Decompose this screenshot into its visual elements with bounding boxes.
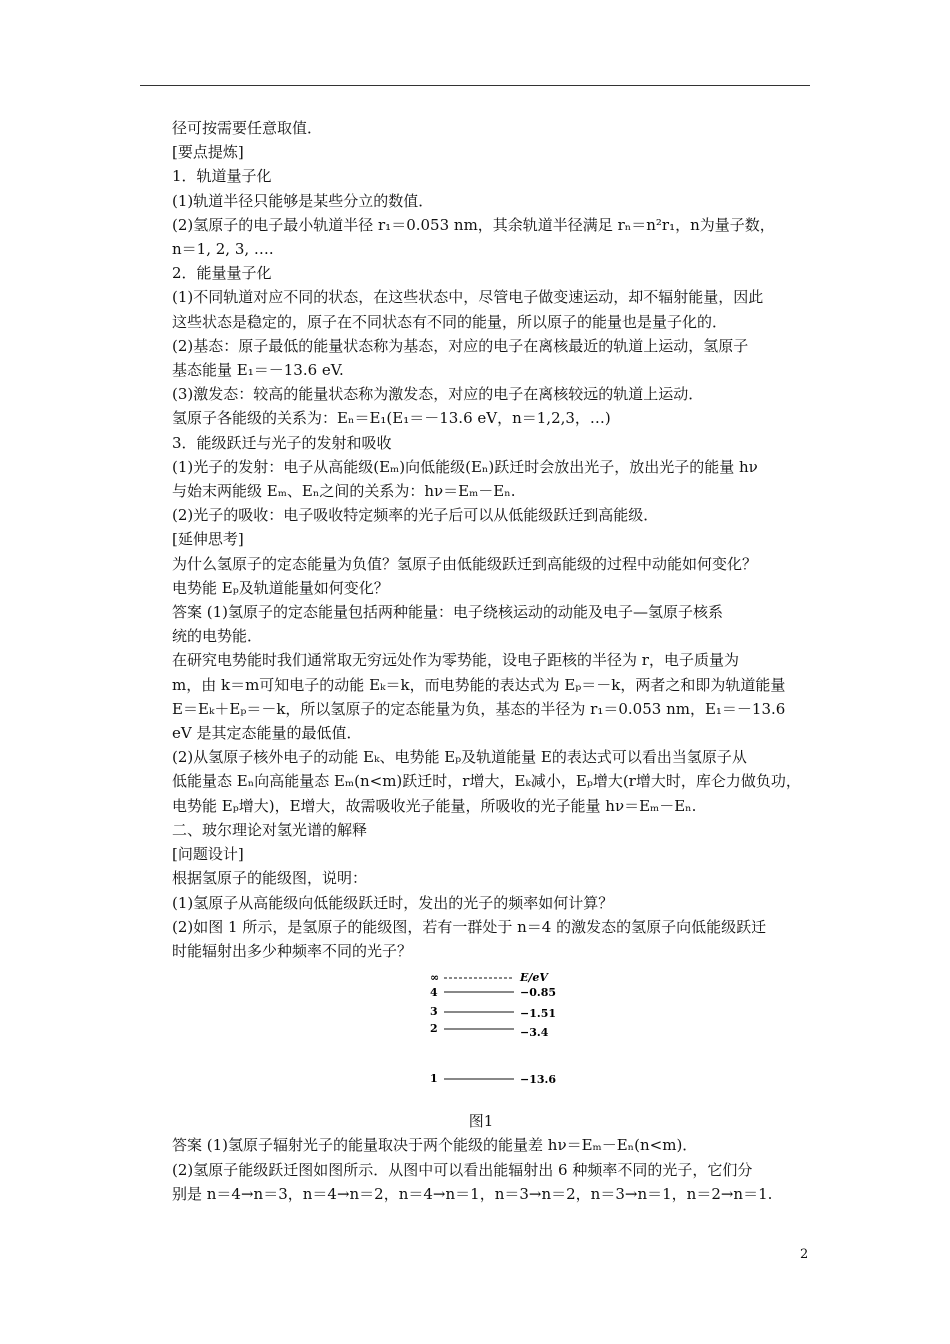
level-label-3: 3 bbox=[430, 1005, 438, 1019]
page-content bbox=[172, 116, 820, 1206]
energy-level-svg bbox=[422, 969, 582, 1087]
section-heading: [要点提炼] bbox=[172, 143, 244, 162]
text-line: 在研究电势能时我们通常取无穷远处作为零势能，设电子距核的半径为 r，电子质量为 bbox=[172, 651, 739, 670]
text-line: (1)光子的发射：电子从高能级(Eₘ)向低能级(Eₙ)跃迁时会放出光子，放出光子的能量 hν bbox=[172, 457, 758, 476]
level-energy-3: −1.51 bbox=[520, 1007, 557, 1021]
text-line: 径可按需要任意取值． bbox=[172, 119, 323, 137]
section-heading: 二、玻尔理论对氢光谱的解释 bbox=[172, 820, 368, 839]
section-heading: [问题设计] bbox=[172, 845, 244, 864]
text-line: (1)不同轨道对应不同的状态，在这些状态中，尽管电子做变速运动，却不辐射能量，因此 bbox=[172, 288, 764, 307]
section-heading: [延伸思考] bbox=[172, 530, 244, 549]
text-line: (2)如图 1 所示，是氢原子的能级图，若有一群处于 n＝4 的激发态的氢原子向低能级跃迁 bbox=[172, 917, 767, 936]
text-line: 时能辐射出多少种频率不同的光子？ bbox=[172, 941, 413, 960]
answer-line: (2)氢原子能级跃迁图如图所示．从图中可以看出能辐射出 6 种频率不同的光子，它们分 bbox=[172, 1160, 753, 1179]
energy-level-diagram bbox=[172, 969, 820, 1109]
text-line: 统的电势能． bbox=[172, 627, 263, 646]
text-line: (1)氢原子从高能级向低能级跃迁时，发出的光子的频率如何计算？ bbox=[172, 893, 614, 912]
energy-axis-label: E/eV bbox=[520, 971, 548, 985]
text-line: eV 是其定态能量的最低值． bbox=[172, 724, 362, 743]
text-line: 基态能量 E₁＝－13.6 eV. bbox=[172, 361, 344, 380]
page-number: 2 bbox=[800, 1247, 809, 1262]
text-line: (2)基态：原子最低的能量状态称为基态，对应的电子在离核最近的轨道上运动，氢原子 bbox=[172, 336, 749, 355]
header-rule bbox=[140, 85, 810, 86]
level-energy-1: −13.6 bbox=[520, 1073, 557, 1087]
section-heading: 3．能级跃迁与光子的发射和吸收 bbox=[172, 433, 392, 452]
level-label-1: 1 bbox=[430, 1072, 438, 1086]
answer-line: 别是 n＝4→n＝3，n＝4→n＝2，n＝4→n＝1，n＝3→n＝2，n＝3→n＝1，n＝2→n＝1. bbox=[172, 1184, 773, 1203]
text-line: (2)光子的吸收：电子吸收特定频率的光子后可以从低能级跃迁到高能级． bbox=[172, 506, 659, 525]
text-line: (2)氢原子的电子最小轨道半径 r₁＝0.053 nm，其余轨道半径满足 rₙ＝n²r₁，n为量子数， bbox=[172, 215, 775, 234]
answer-line: 答案 (1)氢原子辐射光子的能量取决于两个能级的能量差 hν＝Eₘ－Eₙ(n<m)． bbox=[172, 1136, 698, 1155]
text-line: 为什么氢原子的定态能量为负值？氢原子由低能级跃迁到高能级的过程中动能如何变化？ bbox=[172, 554, 758, 573]
text-line: 这些状态是稳定的，原子在不同状态有不同的能量，所以原子的能量也是量子化的． bbox=[172, 312, 728, 331]
figure-caption: 图1 bbox=[468, 1112, 494, 1131]
text-line: 答案 (1)氢原子的定态能量包括两种能量：电子绕核运动的动能及电子—氢原子核系 bbox=[172, 603, 724, 622]
text-line: E＝Eₖ＋Eₚ＝－k，所以氢原子的定态能量为负，基态的半径为 r₁＝0.053 nm，E₁＝－13.6 bbox=[172, 699, 786, 718]
section-heading: 2．能量量子化 bbox=[172, 264, 272, 283]
level-label-2: 2 bbox=[430, 1022, 438, 1036]
text-line: 低能量态 Eₙ向高能量态 Eₘ(n<m)跃迁时，r增大，Eₖ减小，Eₚ增大(r增大时，库仑力做负功， bbox=[172, 772, 801, 791]
text-line: 电势能 Eₚ及轨道能量如何变化？ bbox=[172, 578, 389, 597]
text-line: m，由 k＝m可知电子的动能 Eₖ＝k，而电势能的表达式为 Eₚ＝－k，两者之和即为轨道能量 bbox=[172, 675, 786, 694]
text-line: 与始末两能级 Eₘ、Eₙ之间的关系为：hν＝Eₘ－Eₙ. bbox=[172, 482, 516, 501]
section-heading: 1．轨道量子化 bbox=[172, 167, 272, 186]
text-line: (2)从氢原子核外电子的动能 Eₖ、电势能 Eₚ及轨道能量 E的表达式可以看出当氢原子从 bbox=[172, 748, 747, 767]
level-energy-2: −3.4 bbox=[520, 1026, 549, 1040]
text-line: 根据氢原子的能级图，说明： bbox=[172, 869, 368, 888]
text-line: (3)激发态：较高的能量状态称为激发态，对应的电子在离核较远的轨道上运动． bbox=[172, 385, 704, 404]
level-energy-4: −0.85 bbox=[520, 986, 557, 1000]
text-line: 电势能 Eₚ增大)，E增大，故需吸收光子能量，所吸收的光子能量 hν＝Eₘ－Eₙ. bbox=[172, 796, 697, 815]
text-line: (1)轨道半径只能够是某些分立的数值． bbox=[172, 191, 434, 210]
text-line: n＝1, 2, 3, …. bbox=[172, 240, 274, 259]
level-label-inf: ∞ bbox=[430, 971, 440, 985]
text-line: 氢原子各能级的关系为：Eₙ＝E₁(E₁＝－13.6 eV，n＝1,2,3，…) bbox=[172, 409, 611, 428]
level-label-4: 4 bbox=[430, 986, 438, 1000]
